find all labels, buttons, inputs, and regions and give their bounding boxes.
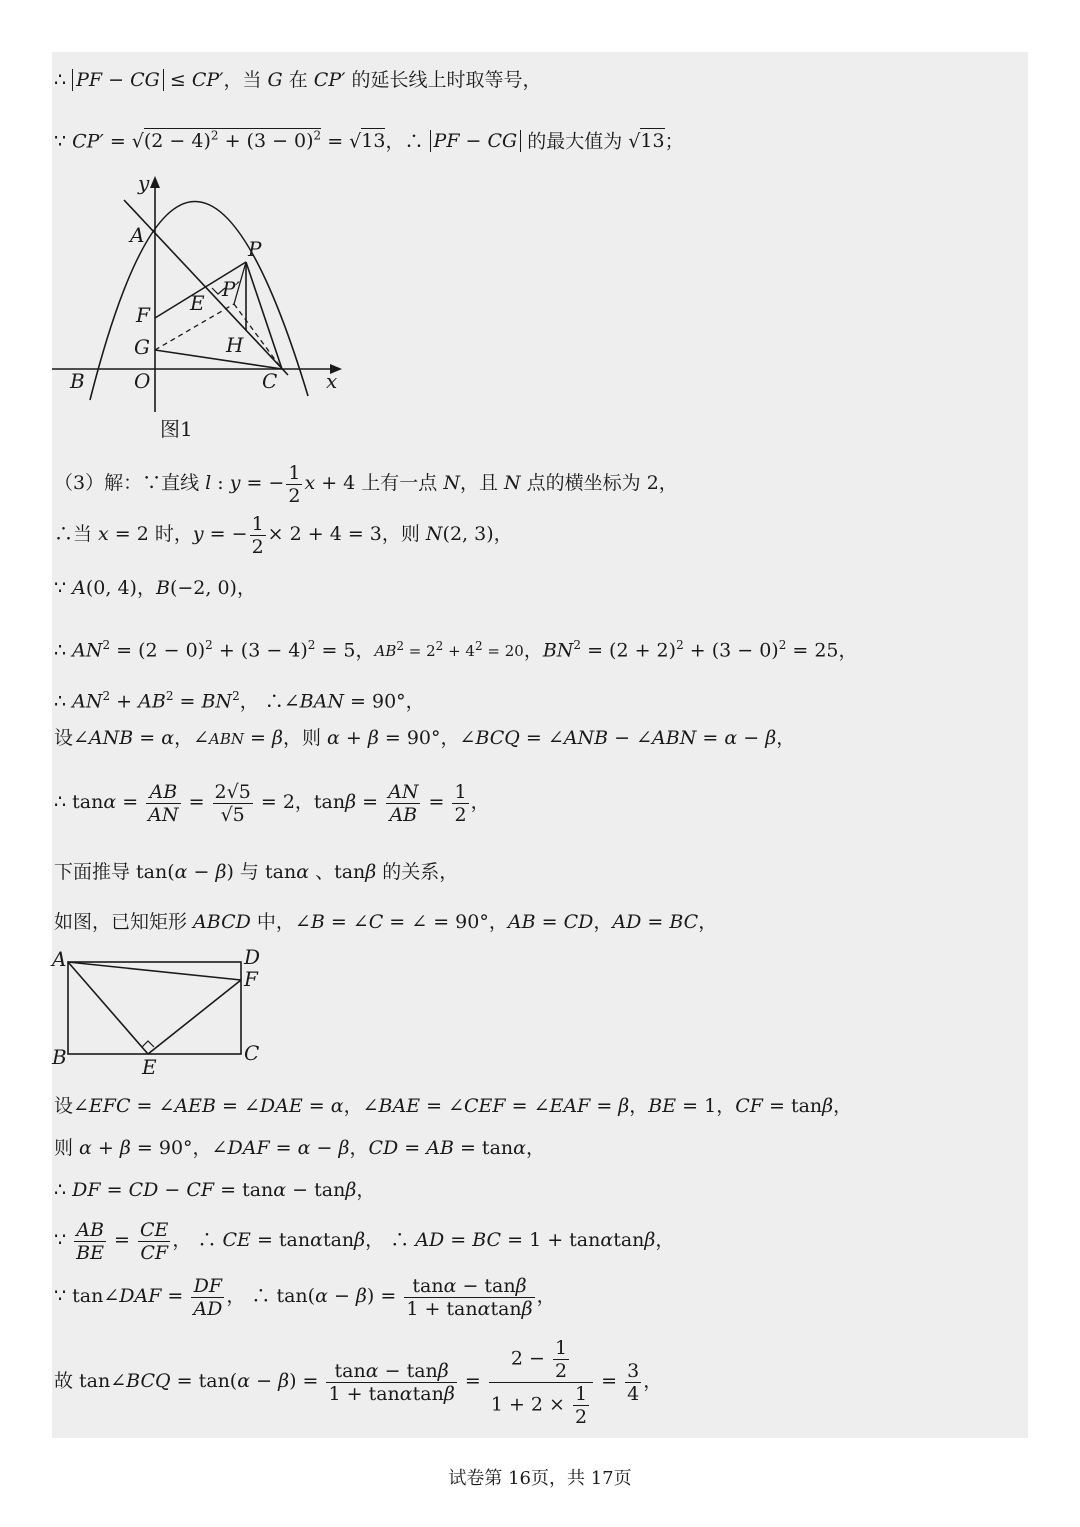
label-f: F <box>244 967 258 991</box>
segment-ae <box>68 962 148 1054</box>
line-1: ∴ PF − CG ≤ CP′，当 G 在 CP′ 的延长线上时取等号， <box>54 69 542 91</box>
label-a: A <box>52 947 67 971</box>
segment-gc <box>155 350 282 369</box>
line-8: 设∠ANB = α，∠ABN = β，则 α + β = 90°，∠BCQ = ∠ANB − ∠ABN = α − β， <box>54 727 796 749</box>
label-o: O <box>134 369 151 393</box>
line-13: 则 α + β = 90°，∠DAF = α − β，CD = AB = tanα， <box>54 1137 545 1159</box>
line-3: （3）解：∵直线 l : y = − $\frac{1}{2}$ x + 4 上有一点 N，且 N 点的横坐标为 2， <box>54 461 678 507</box>
label-x: x <box>326 369 338 393</box>
label-f: F <box>136 303 150 327</box>
label-p: P <box>248 237 262 261</box>
label-g: G <box>134 335 150 359</box>
segment-ef <box>148 980 241 1054</box>
label-c: C <box>244 1041 260 1065</box>
label-p-prime: P′ <box>222 277 240 301</box>
label-e: E <box>190 291 205 315</box>
label-b: B <box>70 369 85 393</box>
label-a: A <box>130 223 145 247</box>
line-7: ∴ $AN^2 + AB^2 = BN^2$， ∴∠BAN = 90°， <box>54 689 425 713</box>
line-6: ∴ $AN^2 = (2 - 0)^2 + (3 - 4)^2 = 5$，$AB^2 = 2^2 + 4^2 = 20$，$BN^2 = (2 + 2)^2 + (3 - 0)^2 = 25$， <box>54 638 858 662</box>
line-9: ∴ tanα = $\frac{AB}{AN}$ = $\frac{2√5}{√5}$ = 2，tanβ = $\frac{AN}{AB}$ = $\frac{1}{2}$ ， <box>54 780 490 826</box>
segment-pc <box>246 262 282 369</box>
line-11: 如图，已知矩形 ABCD 中，∠B = ∠C = ∠ = 90°，AB = CD，AD = BC， <box>54 911 718 933</box>
figure-2 <box>48 944 278 1080</box>
line-17: 故 tan∠BCQ = tan(α − β) = $\frac{\tan\alpha - \tan\beta}{1 + \tan\alpha\tan\beta}$ = 2 − $\frac{1}{2}$ 1 + 2 × $\frac{1}{2}$ = $\frac{3}{4}$ ， <box>54 1336 663 1428</box>
line-16: ∵ tan∠DAF = $\frac{DF}{AD}$ ， ∴ tan(α − β) = $\frac{\tan\alpha - \tan\beta}{1 + \tan\alpha\tan\beta}$ ， <box>54 1274 556 1320</box>
line-10: 下面推导 tan(α − β) 与 tanα 、tanβ 的关系， <box>54 861 459 883</box>
figure-1-caption: 图1 <box>160 417 193 441</box>
label-h: H <box>226 333 244 357</box>
rectangle-abcd <box>68 962 241 1054</box>
label-y: y <box>138 171 150 195</box>
label-b: B <box>52 1045 67 1069</box>
figure-1 <box>50 170 360 445</box>
label-e: E <box>142 1055 157 1079</box>
line-4: ∴当 x = 2 时，y = − $\frac{1}{2}$ × 2 + 4 = 3，则 N(2, 3)， <box>54 512 513 558</box>
line-5: ∵ A(0, 4)，B(−2, 0)， <box>54 577 256 599</box>
right-angle-mark-e <box>142 1041 154 1047</box>
label-d: D <box>244 945 261 969</box>
line-2: ∵ $CP' = √(2 - 4)^2 + (3 - 0)^2 = √13$，∴ PF − CG 的最大值为 √13； <box>54 129 684 153</box>
y-axis-arrow <box>150 176 160 188</box>
segment-af <box>68 962 241 980</box>
page-footer: 试卷第 16页，共 17页 <box>448 1468 632 1489</box>
line-15: ∵ $\frac{AB}{BE}$ = $\frac{CE}{CF}$ ， ∴ CE = tanαtanβ， ∴ AD = BC = 1 + tanαtanβ， <box>54 1218 675 1264</box>
label-c: C <box>262 369 278 393</box>
line-12: 设∠EFC = ∠AEB = ∠DAE = α，∠BAE = ∠CEF = ∠EAF = β，BE = 1，CF = tanβ， <box>54 1095 853 1117</box>
line-14: ∴ DF = CD − CF = tanα − tanβ， <box>54 1179 376 1201</box>
